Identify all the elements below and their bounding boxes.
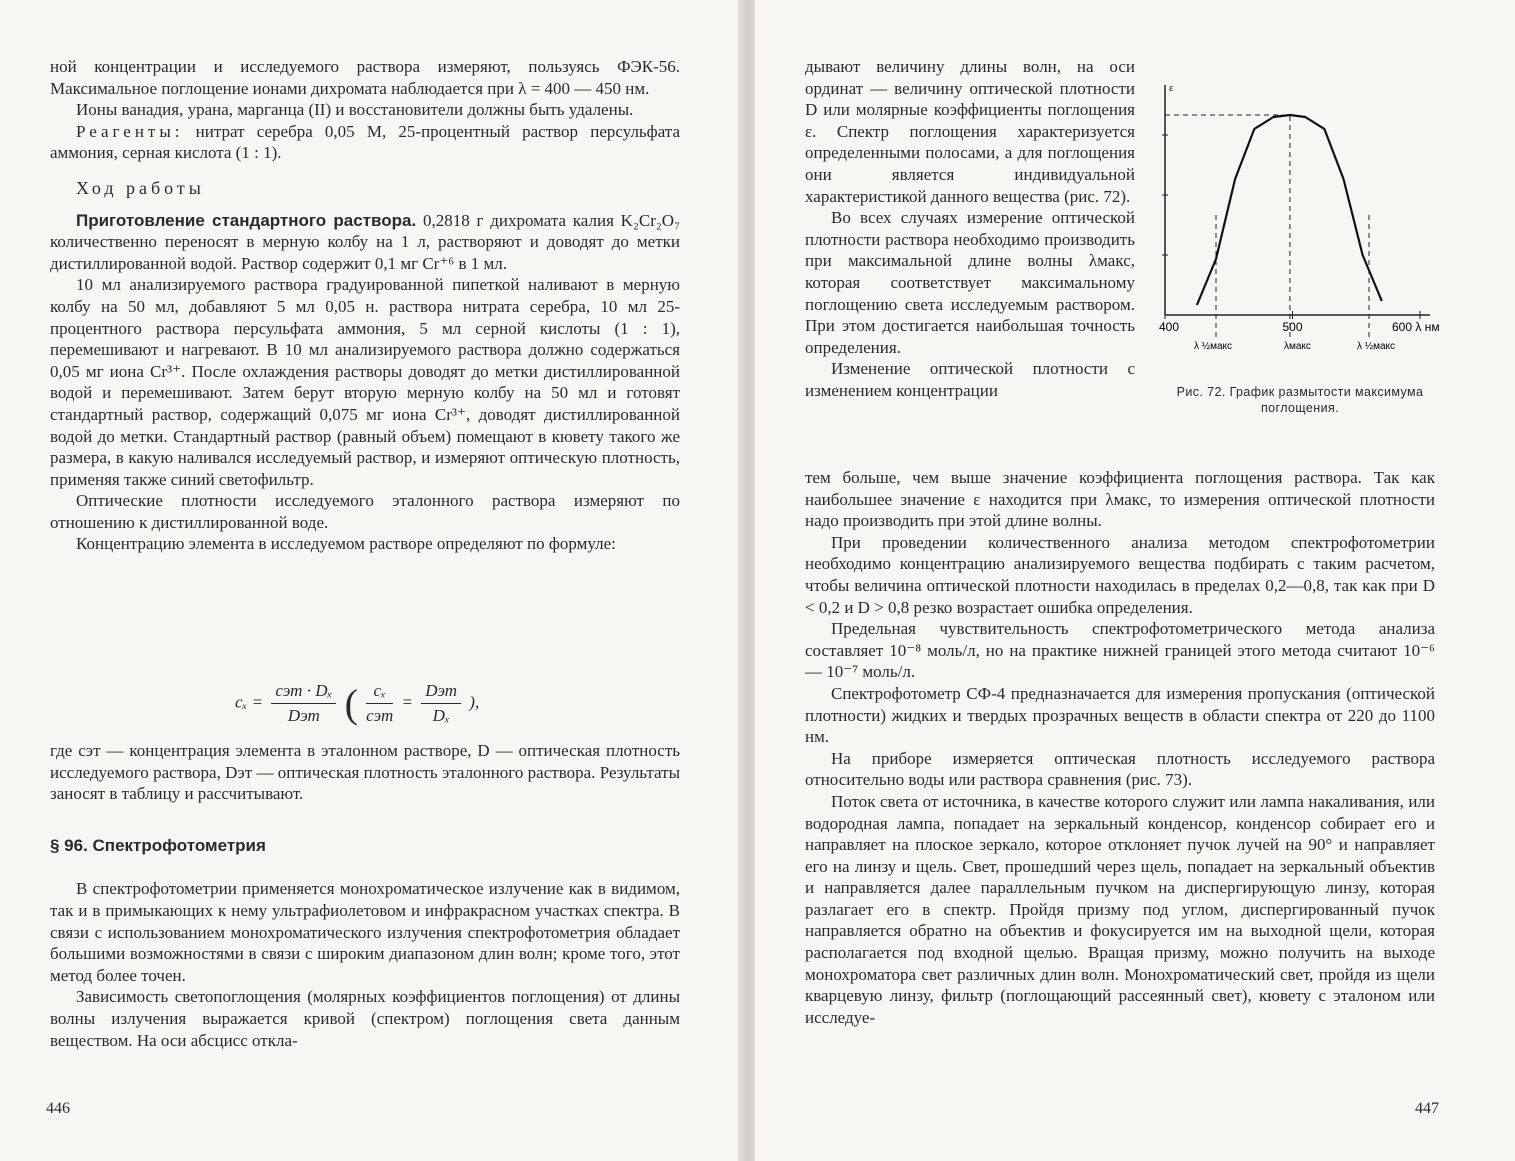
chart-layer <box>1159 82 1440 352</box>
para-conc: Концентрацию элемента в исследуемом растворе определяют по формуле: <box>76 534 616 554</box>
formula-frac2 <box>366 681 393 726</box>
section-title: § 96. Спектрофотометрия <box>50 835 266 855</box>
para-intro: ной концентрации и исследуемого раствора измеряют, пользуясь ФЭК-56. Максимальное поглощение ионами дихромата наблюдается при λ = 400 — 450 нм. <box>50 57 680 98</box>
wrap-para1: дывают величину длины волн, на оси ординат — величину оптической плотности D или молярные коэффициенты поглощения ε. Спектр поглощения характеризуется определенными полосами, а для поглощения они является индивидуальной характеристикой данного вещества (рис. 72). <box>805 57 1135 206</box>
formula-den2: cэт <box>366 706 394 725</box>
formula-frac3 <box>421 681 461 726</box>
formula-num1: cэт · Dₓ <box>271 681 336 704</box>
para-reagents <box>50 121 680 164</box>
para-dependence: Зависимость светопоглощения (молярных коэффициентов поглощения) от длины волны излучения выражается кривой (спектром) поглощения света данным веществом. На оси абсцисс откла- <box>50 987 680 1050</box>
para-optical: Оптические плотности исследуемого эталонного раствора измеряют по отношению к дистиллированной воде. <box>50 491 680 532</box>
para-sens: Предельная чувствительность спектрофотометрического метода анализа составляет 10⁻⁸ моль/л, но на практике нижней границей этого метода считают 10⁻⁶ — 10⁻⁷ моль/л. <box>805 619 1435 682</box>
formula <box>235 680 479 727</box>
para-sf4: Спектрофотометр СФ-4 предназначается для измерения пропускания (оптической плотности) жидких и твердых прозрачных веществ в области спектра от 220 до 1100 нм. <box>805 683 1435 747</box>
figure-72-chart <box>1145 50 1445 370</box>
full-para3-cont: тем больше, чем выше значение коэффициента поглощения раствора. Так как наибольшее значение ε находится при λмакс, то измерения оптической плотности надо производить при этой длине волны. <box>805 468 1435 531</box>
left-text-block-2 <box>50 740 680 1051</box>
wrap-para3: Изменение оптической плотности с изменением концентрации <box>805 359 1135 400</box>
right-text-block <box>805 467 1435 1028</box>
formula-num3: Dэт <box>421 681 461 704</box>
procedure-title: Ход работы <box>76 177 205 198</box>
para-quant: При проведении количественного анализа методом спектрофотометрии необходимо концентрацию анализируемого вещества подбирать с таким расчетом, чтобы величина оптической плотности находилась в пределах 0,2—0,8, так как при D < 0,2 и D > 0,8 резко возрастает ошибка определения. <box>805 532 1435 617</box>
para-device: На приборе измеряется оптическая плотность исследуемого раствора относительно воды или раствора сравнения (рис. 73). <box>805 748 1435 790</box>
x-axis-label: 600 λ нм <box>1392 320 1440 334</box>
x-tick-label-400: 400 <box>1159 320 1180 334</box>
para-where: где cэт — концентрация элемента в эталонном растворе, D — оптическая плотность исследуемого раствора, Dэт — оптическая плотность эталонного раствора. Результаты заносят в таблицу и рассчитывают. <box>50 741 680 804</box>
x-tick-label-500: 500 <box>1282 320 1303 334</box>
y-axis-label: ε <box>1169 82 1174 94</box>
right-wrap-block <box>805 56 1135 402</box>
figure-caption: Рис. 72. График размытости максимума поглощения. <box>1176 385 1424 415</box>
formula-den1: Dэт <box>287 706 320 725</box>
formula-open-brace: ( <box>344 681 358 726</box>
para-spectro: В спектрофотометрии применяется монохроматическое излучение как в видимом, так и в примыкающих к нему ультрафиолетовом и инфракрасном участках спектра. В связи с использованием монохроматического излучения спектрофотометрия обладает большими возможностями в связи с широким диапазоном длин волн; кроме того, этот метод более точен. <box>50 879 680 985</box>
marker-label-1: λмакс <box>1283 341 1311 352</box>
left-text-block <box>50 56 680 555</box>
reagents-label: Реагенты: <box>76 121 184 141</box>
para-prep <box>50 210 680 275</box>
para-flow: Поток света от источника, в качестве которого служит или лампа накаливания, или водородная лампа, попадает на зеркальный конденсор, конденсор собирает его и направляет на плоское зеркало, которое отклоняет пучок лучей на 90° и направляет его на линзу и щель. Свет, прошедший через щель, попадает на зеркальный объектив и направляется далее параллельным пучком на диспергирующую линзу, которая разлагает его в спектр. Пройдя призму под углом, диспергированный пучок направляется обратно на объектив и фокусируется им на выходной щели, которая располагается под входной щелью. Вращая призму, можно получить на выходе монохроматора свет различных длин волн. Монохроматический свет, пройдя из щели кварцевую линзу, фильтр (поглощающий рассеянный свет), кювету с эталоном или исследуе- <box>805 791 1435 1027</box>
formula-num2: cₓ <box>366 681 393 704</box>
para-ions: Ионы ванадия, урана, марганца (II) и восстановители должны быть удалены. <box>76 100 634 120</box>
wrap-para2: Во всех случаях измерение оптической плотности раствора необходимо производить при максимальной длине волны λмакс, которая соответствует максимальному поглощению света исследуемым раствором. При этом достигается наибольшая точность определения. <box>805 208 1135 357</box>
formula-end: ), <box>469 692 480 712</box>
formula-lhs: cₓ = <box>235 692 264 712</box>
formula-den3: Dₓ <box>432 706 450 725</box>
prep-title: Приготовление стандартного раствора. <box>76 210 417 230</box>
reagents-text: нитрат серебра 0,05 М, 25-процентный раствор персульфата аммония, серная кислота (1 : 1). <box>50 121 680 163</box>
page-number-right: 447 <box>1415 1100 1439 1117</box>
left-page <box>0 0 745 1161</box>
page-number-left: 446 <box>46 1100 70 1117</box>
marker-label-2: λ ½макс <box>1357 341 1396 352</box>
marker-label-0: λ ½макс <box>1194 341 1233 352</box>
formula-frac1 <box>271 681 336 726</box>
right-page <box>755 0 1515 1161</box>
absorption-curve <box>1197 115 1382 305</box>
prep-text: 0,2818 г дихромата калия K₂Cr₂O₇ количественно переносят в мерную колбу на 1 л, растворяют и доводят до метки дистиллированной водой. Раствор содержит 0,1 мг Cr⁺⁶ в 1 мл. <box>50 210 680 273</box>
formula-eq: = <box>401 692 413 712</box>
para-10ml: 10 мл анализируемого раствора градуированной пипеткой наливают в мерную колбу на 50 мл, добавляют 5 мл 0,05 н. раствора нитрата серебра, 10 мл 25-процентного раствора персульфата аммония, 5 мл серной кислоты (1 : 1), перемешивают и нагревают. В 10 мл анализируемого раствора должно содержаться 0,05 мг иона Cr³⁺. После охлаждения растворы доводят до метки дистиллированной водой и перемешивают. Затем берут вторую мерную колбу на 50 мл и готовят стандартный раствор, содержащий 0,075 мг иона Cr³⁺, доводят дистиллированной водой до метки. Стандартный раствор (равный объем) помещают в кювету такого же размера, в какую наливался исследуемый раствор, и измеряют оптическую плотность, применяя также синий светофильтр. <box>50 275 680 489</box>
